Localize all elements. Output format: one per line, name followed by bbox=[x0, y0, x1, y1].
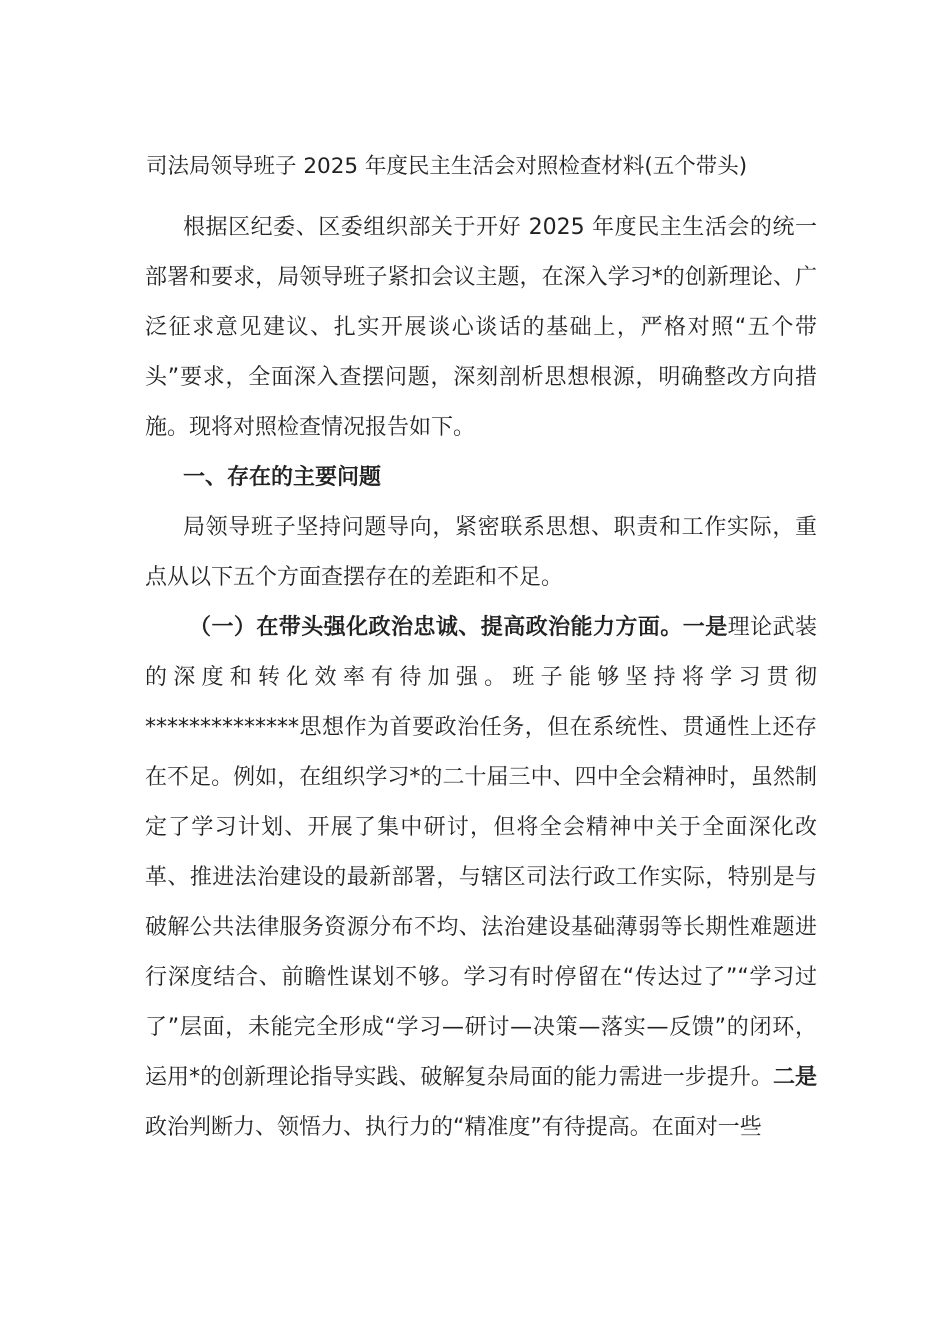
point-one-marker: 一是 bbox=[682, 615, 728, 640]
section-heading: 一、存在的主要问题 bbox=[183, 465, 382, 490]
point-two-marker: 二是 bbox=[772, 1065, 817, 1090]
point-two-text: 政治判断力、领悟力、执行力的“精准度”有待提高。在面对一些 bbox=[145, 1115, 762, 1140]
section-intro-paragraph: 局领导班子坚持问题导向，紧密联系思想、职责和工作实际，重点从以下五个方面查摆存在的差距和不足。 bbox=[145, 515, 817, 590]
point-one-text: 理论武装的深度和转化效率有待加强。班子能够坚持将学习贯彻**************思想作为首要政治任务，但在系统性、贯通性上还存在不足。例如，在组织学习*的二十届三中、四中全会精神时，虽然制定了学习计划、开展了集中研讨，但将全会精神中关于全面深化改革、推进法治建设的最新部署，与辖区司法行政工作实际，特别是与破解公共法律服务资源分布不均、法治建设基础薄弱等长期性难题进行深度结合、前瞻性谋划不够。学习有时停留在“传达过了”“学习过了”层面，未能完全形成“学习—研讨—决策—落实—反馈”的闭环，运用*的创新理论指导实践、破解复杂局面的能力需进一步提升。 bbox=[145, 615, 817, 1090]
subsection-heading: （一）在带头强化政治忠诚、提高政治能力方面。 bbox=[189, 615, 683, 640]
intro-paragraph: 根据区纪委、区委组织部关于开好 2025 年度民主生活会的统一部署和要求，局领导班子紧扣会议主题，在深入学习*的创新理论、广泛征求意见建议、扎实开展谈心谈话的基础上，严格对照“五个带头”要求，全面深入查摆问题，深刻剖析思想根源，明确整改方向措施。现将对照检查情况报告如下。 bbox=[145, 215, 817, 440]
subsection-paragraph bbox=[145, 603, 817, 1153]
document-title: 司法局领导班子 2025 年度民主生活会对照检查材料(五个带头) bbox=[146, 154, 748, 179]
